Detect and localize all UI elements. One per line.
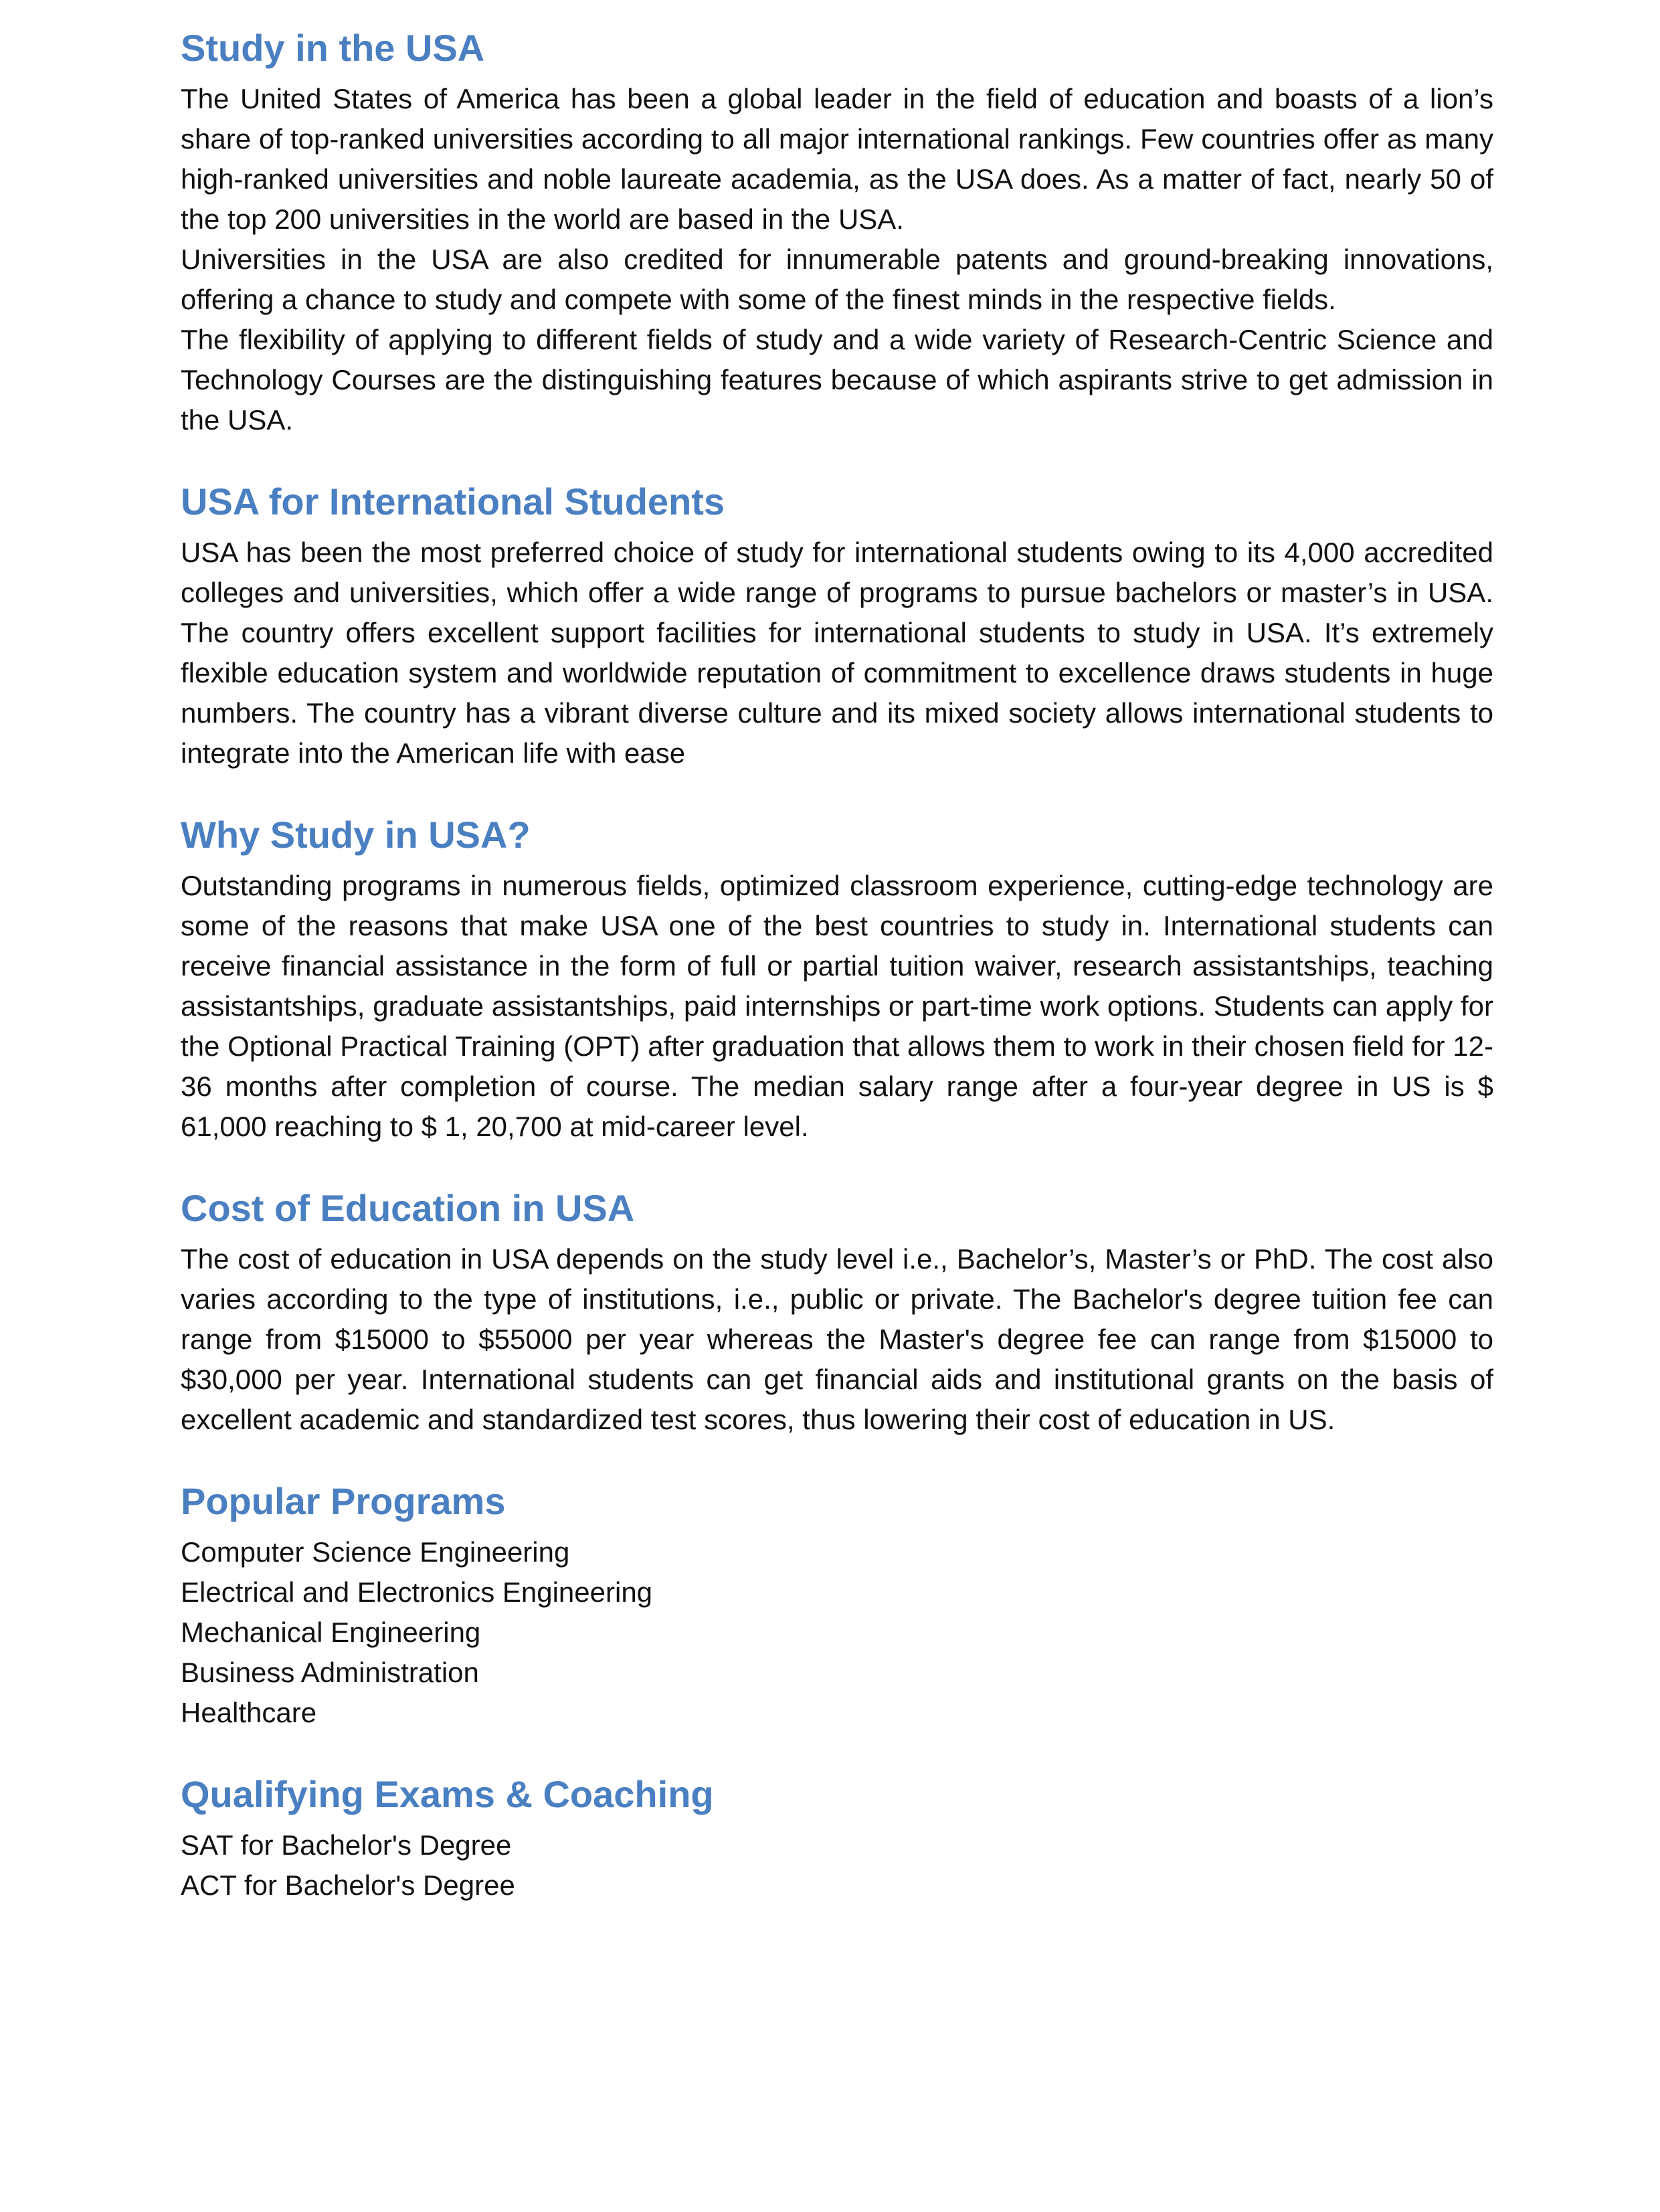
section-heading: USA for International Students — [181, 480, 725, 523]
programs-list — [181, 1532, 1493, 1733]
list-item: SAT for Bachelor's Degree — [181, 1829, 512, 1861]
document-page — [181, 20, 1493, 1939]
section-cost-of-education — [181, 1180, 1493, 1440]
section-why-study — [181, 807, 1493, 1147]
paragraph: The United States of America has been a global leader in the field of education and boasts of a lion’s share of top-ranked universities according to all major international rankings. Few countries offer as many high-ranked universities and noble laureate academia, as the USA does. As a matter of fact, nearly 50 of the top 200 universities in the world are based in the USA. — [181, 83, 1493, 235]
list-item: Healthcare — [181, 1697, 317, 1728]
section-heading: Study in the USA — [181, 27, 485, 69]
list-item: Electrical and Electronics Engineering — [181, 1576, 653, 1608]
section-study-in-usa — [181, 20, 1493, 440]
section-qualifying-exams — [181, 1766, 1493, 1906]
section-heading: Cost of Education in USA — [181, 1187, 635, 1229]
section-international-students — [181, 474, 1493, 773]
paragraph: The flexibility of applying to different fields of study and a wide variety of Research-Centric Science and Technology Courses are the distinguishing features because of which aspirants strive to get admission in the USA. — [181, 324, 1493, 436]
paragraph: Universities in the USA are also credited for innumerable patents and ground-breaking innovations, offering a chance to study and compete with some of the finest minds in the respective fields. — [181, 244, 1493, 315]
list-item: Computer Science Engineering — [181, 1536, 570, 1568]
list-item: Business Administration — [181, 1657, 479, 1688]
section-heading: Qualifying Exams & Coaching — [181, 1773, 714, 1815]
paragraph: Outstanding programs in numerous fields, optimized classroom experience, cutting-edge technology are some of the reasons that make USA one of the best countries to study in. International students can receive financial assistance in the form of full or partial tuition waiver, research assistantships, teaching assistantships, graduate assistantships, paid internships or part-time work options. Students can apply for the Optional Practical Training (OPT) after graduation that allows them to work in their chosen field for 12-36 months after completion of course. The median salary range after a four-year degree in US is $ 61,000 reaching to $ 1, 20,700 at mid-career level. — [181, 870, 1493, 1142]
section-popular-programs — [181, 1473, 1493, 1733]
paragraph: The cost of education in USA depends on the study level i.e., Bachelor’s, Master’s or PhD. The cost also varies according to the type of institutions, i.e., public or private. The Bachelor's degree tuition fee can range from $15000 to $55000 per year whereas the Master's degree fee can range from $15000 to $30,000 per year. International students can get financial aids and institutional grants on the basis of excellent academic and standardized test scores, thus lowering their cost of education in US. — [181, 1243, 1493, 1435]
list-item: Mechanical Engineering — [181, 1617, 481, 1648]
paragraph: USA has been the most preferred choice of study for international students owing to its 4,000 accredited colleges and universities, which offer a wide range of programs to pursue bachelors or master’s in USA. The country offers excellent support facilities for international students to study in USA. It’s extremely flexible education system and worldwide reputation of commitment to excellence draws students in huge numbers. The country has a vibrant diverse culture and its mixed society allows international students to integrate into the American life with ease — [181, 537, 1493, 769]
exams-list — [181, 1825, 1493, 1906]
section-heading: Popular Programs — [181, 1480, 506, 1522]
list-item: ACT for Bachelor's Degree — [181, 1869, 515, 1901]
section-heading: Why Study in USA? — [181, 814, 531, 856]
